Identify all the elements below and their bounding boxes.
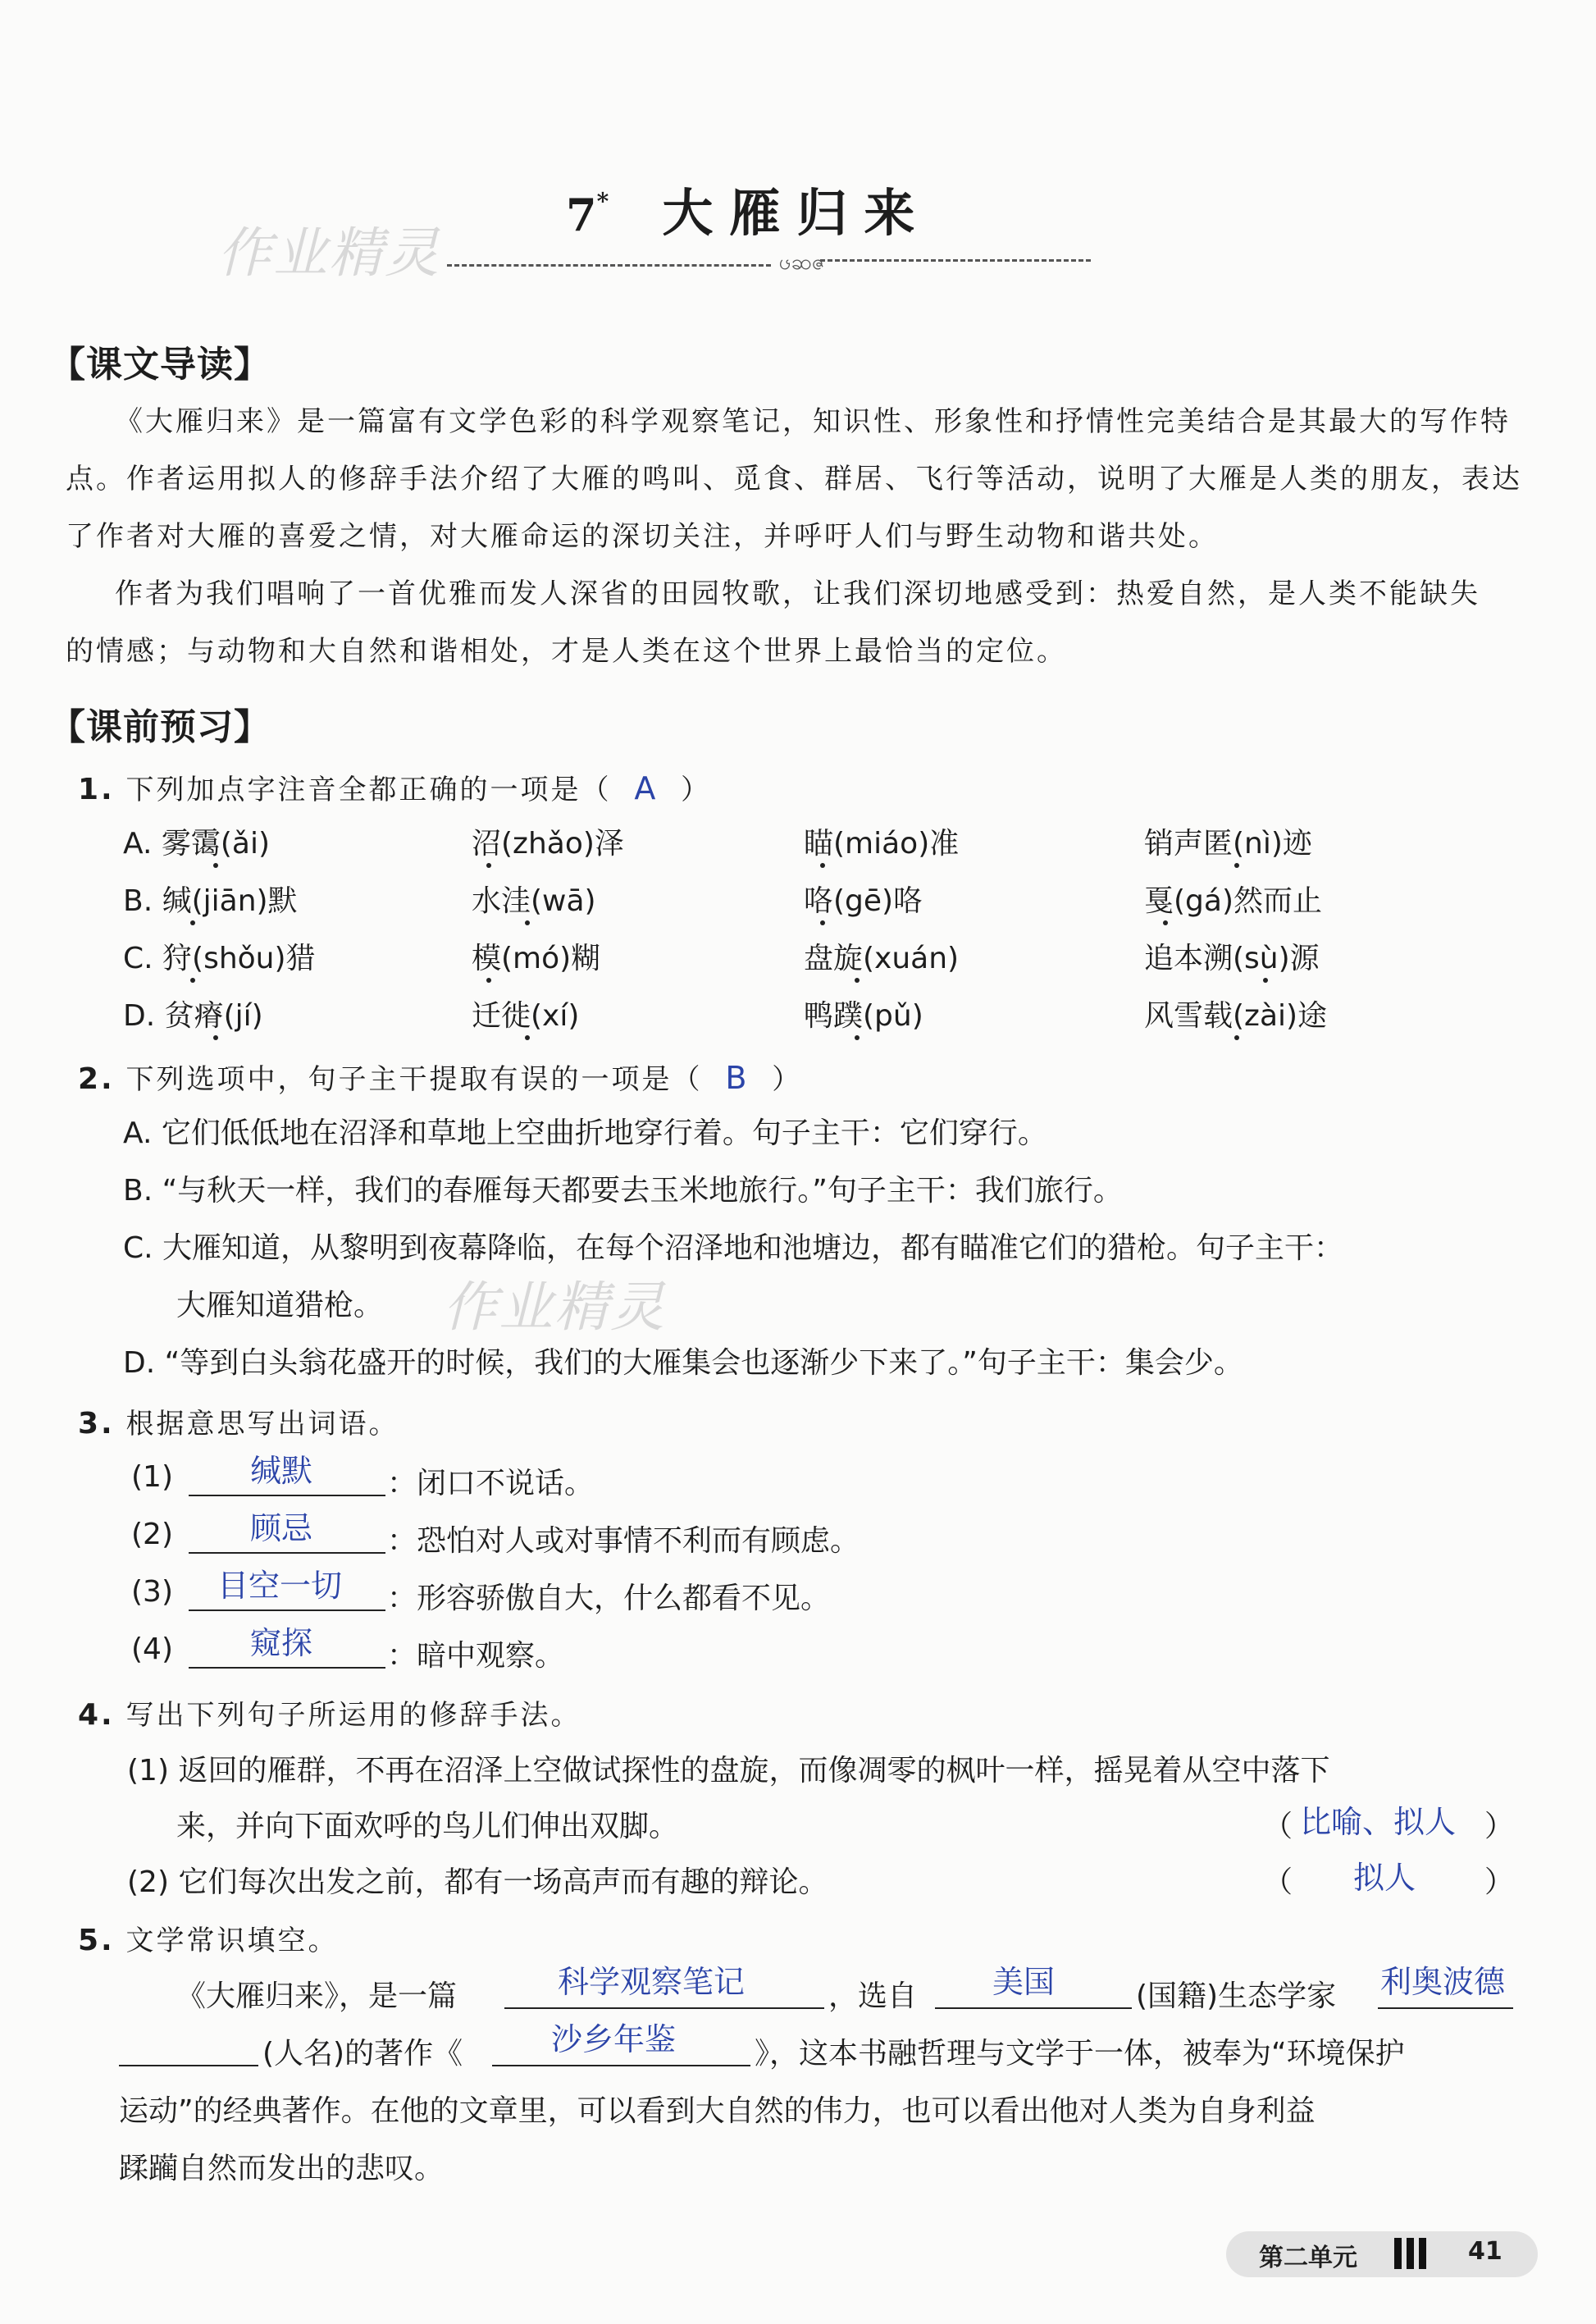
vocab-meaning: ：暗中观察。 [387, 1639, 565, 1673]
title-ornament: ၒဆဇ [779, 250, 825, 275]
answer-blank [189, 1552, 385, 1554]
question-stem: 写出下列句子所运用的修辞手法。 [125, 1699, 581, 1732]
answer-paren-open: （ [1263, 1810, 1293, 1843]
answer-choice: B [725, 1060, 750, 1096]
option-item: 销声匿(nì)迹 [1144, 827, 1312, 861]
literature-text: 运动”的经典著作。在他的文章里，可以看到大自然的伟力，也可以看出他对人类为自身利益 [119, 2094, 1316, 2128]
intro-line: 《大雁归来》是一篇富有文学色彩的科学观察笔记，知识性、形象性和抒情性完美结合是其最大的写作特 [115, 405, 1511, 438]
literature-answer: 沙乡年鉴 [551, 2021, 677, 2057]
option-item: A. 雾霭(ǎi) [123, 827, 271, 861]
rhetoric-answer: 拟人 [1353, 1860, 1416, 1896]
answer-blank [935, 2007, 1132, 2009]
emphasis-dot [190, 920, 195, 925]
emphasis-dot [820, 920, 825, 925]
question-stem: 文学常识填空。 [125, 1924, 339, 1957]
emphasis-dot [855, 978, 860, 983]
answer-paren-open: （ [1263, 1865, 1293, 1899]
answer-blank [119, 2065, 258, 2066]
option-item: 风雪载(zài)途 [1144, 999, 1328, 1033]
option-c: C. 大雁知道，从黎明到夜幕降临，在每个沼泽地和池塘边，都有瞄准它们的猎枪。句子主干： [123, 1231, 1344, 1265]
question-number: 2. [78, 1062, 115, 1096]
option-d: D. “等到白头翁花盛开的时候，我们的大雁集会也逐渐少下来了。”句子主干：集会少。 [123, 1346, 1243, 1380]
vocab-answer: 顾忌 [250, 1510, 313, 1546]
option-item: 瞄(miáo)准 [804, 827, 960, 861]
emphasis-dot [1234, 1035, 1239, 1040]
answer-blank [189, 1609, 385, 1611]
emphasis-dot [820, 863, 825, 868]
emphasis-dot [486, 978, 491, 983]
vocab-answer: 缄默 [250, 1453, 313, 1489]
lesson-title [566, 172, 931, 245]
question-1 [78, 759, 711, 820]
literature-text: 》，这本书融哲理与文学于一体，被奉为“环境保护 [755, 2037, 1405, 2071]
intro-line: 了作者对大雁的喜爱之情，对大雁命运的深切关注，并呼吁人们与野生动物和谐共处。 [66, 520, 1219, 553]
watermark-middle: 作业精灵 [443, 1276, 666, 1339]
option-c-continued: 大雁知道猎枪。 [176, 1289, 384, 1322]
title-rule-left [447, 264, 771, 267]
question-3 [78, 1395, 399, 1454]
answer-paren-close: ） [1484, 1810, 1515, 1843]
lesson-mark: * [596, 188, 609, 215]
question-number: 1. [78, 773, 115, 806]
answer-blank [1378, 2007, 1513, 2009]
unit-label: 第二单元 [1259, 2244, 1357, 2272]
question-stem: 根据意思写出词语。 [125, 1408, 399, 1441]
option-item: 追本溯(sù)源 [1144, 942, 1320, 975]
literature-answer: 科学观察笔记 [558, 1964, 746, 2000]
emphasis-dot [1234, 863, 1239, 868]
literature-text: (人名)的著作《 [262, 2037, 463, 2071]
emphasis-dot [213, 863, 218, 868]
intro-heading: 【课文导读】 [49, 344, 271, 386]
emphasis-dot [190, 978, 195, 983]
literature-text: 《大雁归来》，是一篇 [176, 1979, 458, 2013]
emphasis-dot [1163, 920, 1168, 925]
option-item: 咯(gē)咯 [804, 884, 923, 918]
vocab-label: (2) [131, 1518, 173, 1551]
page-number: 41 [1468, 2237, 1503, 2266]
option-item: 模(mó)糊 [472, 942, 601, 975]
literature-answer: 利奥波德 [1380, 1964, 1506, 2000]
option-item: 沼(zhǎo)泽 [472, 827, 624, 861]
rhetoric-answer: 比喻、拟人 [1300, 1804, 1457, 1840]
sentence-1-continued: 来，并向下面欢呼的鸟儿们伸出双脚。 [176, 1810, 679, 1843]
literature-text: 蹂躏自然而发出的悲叹。 [119, 2152, 445, 2185]
question-number: 3. [78, 1407, 115, 1441]
option-b: B. “与秋天一样，我们的春雁每天都要去玉米地旅行。”句子主干：我们旅行。 [123, 1174, 1123, 1208]
literature-text: ，选自 [828, 1979, 918, 2013]
vocab-meaning: ：闭口不说话。 [387, 1467, 595, 1500]
question-number: 4. [78, 1698, 115, 1732]
option-item: 盘旋(xuán) [804, 942, 960, 975]
emphasis-dot [1263, 978, 1268, 983]
question-number: 5. [78, 1924, 115, 1957]
question-stem-close: ） [772, 1063, 803, 1096]
emphasis-dot [855, 1035, 860, 1040]
option-item: C. 狩(shǒu)猎 [123, 942, 316, 975]
emphasis-dot [525, 1035, 530, 1040]
intro-line: 作者为我们唱响了一首优雅而发人深省的田园牧歌，让我们深切地感受到：热爱自然，是人类不能缺失 [115, 578, 1480, 610]
question-stem: 下列选项中，句子主干提取有误的一项是（ [125, 1063, 703, 1096]
option-a: A. 它们低低地在沼泽和草地上空曲折地穿行着。句子主干：它们穿行。 [123, 1116, 1047, 1150]
question-5 [78, 1911, 339, 1970]
literature-text: (国籍)生态学家 [1136, 1979, 1337, 2013]
watermark-top: 作业精灵 [217, 221, 440, 285]
answer-choice: A [634, 770, 659, 806]
option-item: 鸭蹼(pǔ) [804, 999, 923, 1033]
question-2 [78, 1048, 802, 1109]
sentence-1: (1) 返回的雁群，不再在沼泽上空做试探性的盘旋，而像凋零的枫叶一样，摇晃着从空中落下 [127, 1754, 1330, 1788]
answer-paren-close: ） [1484, 1865, 1515, 1899]
option-item: B. 缄(jiān)默 [123, 884, 298, 918]
vocab-answer: 目空一切 [217, 1568, 343, 1604]
intro-line: 的情感；与动物和大自然和谐相处，才是人类在这个世界上最恰当的定位。 [66, 635, 1067, 668]
vocab-answer: 窥探 [250, 1625, 313, 1661]
sentence-2: (2) 它们每次出发之前，都有一场高声而有趣的辩论。 [127, 1865, 828, 1899]
page-title: 大雁归来 [662, 183, 932, 243]
footer-bars-icon [1394, 2238, 1431, 2272]
answer-blank [492, 2065, 750, 2066]
intro-line: 点。作者运用拟人的修辞手法介绍了大雁的鸣叫、觅食、群居、飞行等活动，说明了大雁是人类的朋友，表达 [66, 463, 1522, 495]
emphasis-dot [525, 920, 530, 925]
lesson-number: 7 [566, 189, 597, 241]
answer-blank [189, 1667, 385, 1669]
option-item: D. 贫瘠(jí) [123, 999, 263, 1033]
vocab-label: (3) [131, 1575, 173, 1609]
question-stem-close: ） [681, 774, 712, 806]
question-4 [78, 1686, 581, 1745]
answer-blank [189, 1495, 385, 1496]
literature-answer: 美国 [992, 1964, 1056, 2000]
vocab-meaning: ：形容骄傲自大，什么都看不见。 [387, 1582, 831, 1615]
option-item: 水洼(wā) [472, 884, 596, 918]
emphasis-dot [213, 1035, 218, 1040]
vocab-meaning: ：恐怕对人或对事情不利而有顾虑。 [387, 1524, 860, 1558]
answer-blank [504, 2007, 824, 2009]
option-item: 戛(gá)然而止 [1144, 884, 1323, 918]
emphasis-dot [486, 863, 491, 868]
option-item: 迁徙(xí) [472, 999, 580, 1033]
question-stem: 下列加点字注音全都正确的一项是（ [125, 774, 612, 806]
title-rule-right [820, 259, 1091, 262]
vocab-label: (4) [131, 1632, 173, 1666]
preview-heading: 【课前预习】 [49, 706, 271, 748]
vocab-label: (1) [131, 1460, 173, 1494]
